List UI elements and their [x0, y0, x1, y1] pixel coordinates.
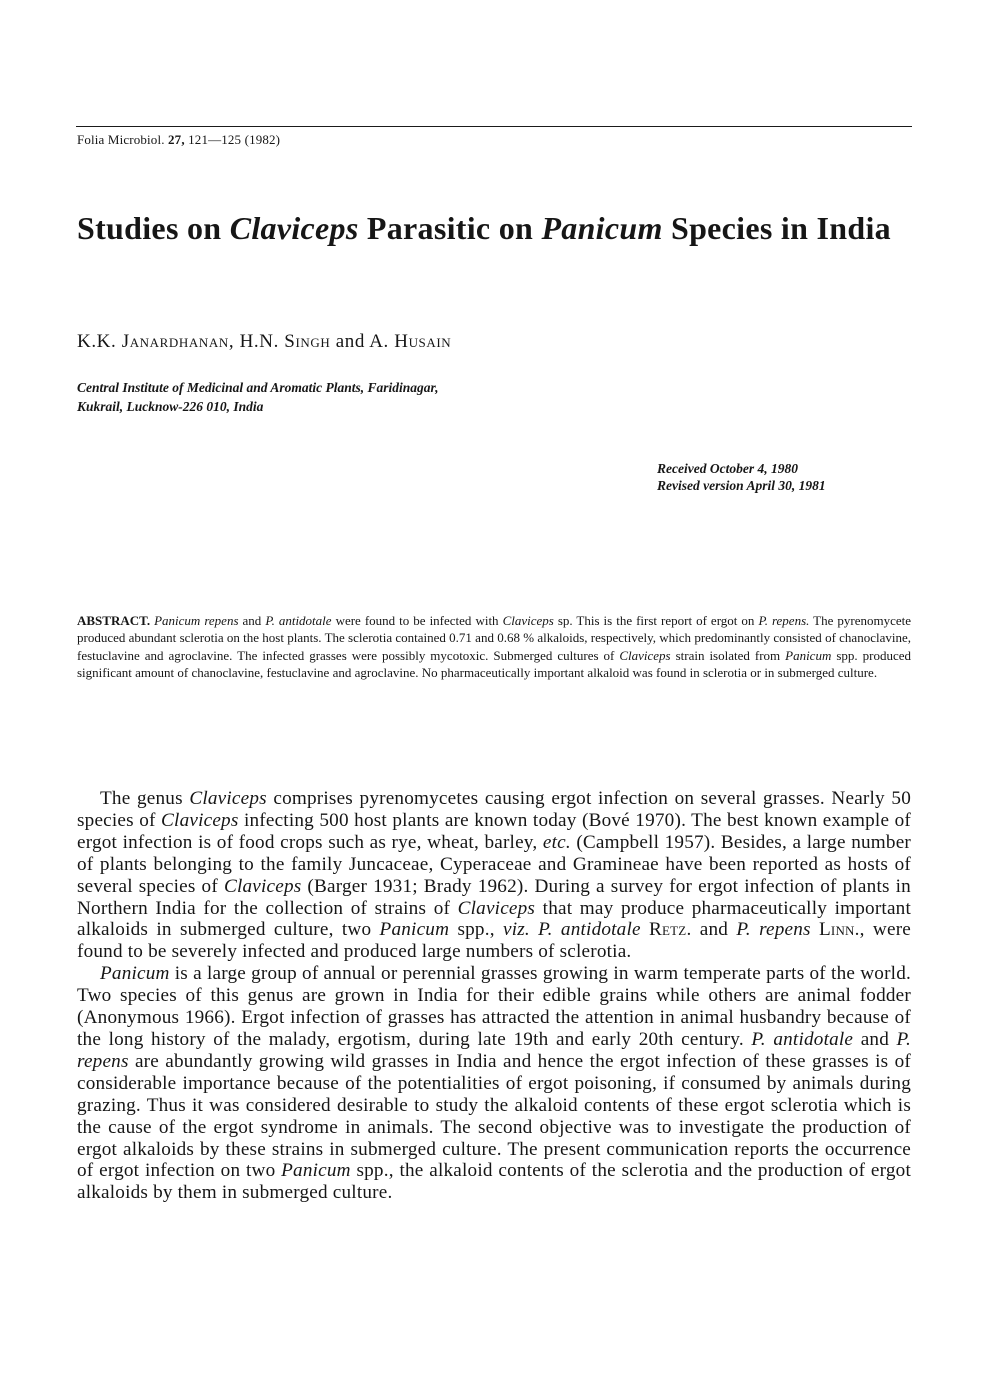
abstract-label: ABSTRACT. — [77, 613, 151, 628]
affiliation-line-1: Central Institute of Medicinal and Aromatic Plants, Faridinagar, — [77, 380, 439, 395]
paragraph-1: The genus Claviceps comprises pyrenomycetes causing ergot infection on several grasses. Nearly 50 species of Claviceps infecting 500 host plants are known today (Bové 1970). The best known example of ergot infection is of food crops such as rye, wheat, barley, etc. (Campbell 1957). Besides, a large number of plants belonging to the family Juncaceae, Cyperaceae and Gramineae have been reported as hosts of several species of Claviceps (Barger 1931; Brady 1962). During a survey for ergot infection of plants in Northern India for the collection of strains of Claviceps that may produce pharmaceutically important alkaloids in submerged culture, two Panicum spp., viz. P. antidotale Retz. and P. repens Linn., were found to be severely infected and produced large numbers of sclerotia. — [77, 788, 912, 963]
submission-dates — [657, 460, 826, 494]
paragraph-2: Panicum is a large group of annual or perennial grasses growing in warm temperate parts of the world. Two species of this genus are grown in India for their edible grains while others are animal fodder (Anonymous 1966). Ergot infection of grasses has attracted the attention in animal husbandry because of the long history of the malady, ergotism, during late 19th and early 20th century. P. antidotale and P. repens are abundantly growing wild grasses in India and hence the ergot infection of these grasses is of considerable importance because of the potentialities of ergot poisoning, if consumed by animals during grazing. Thus it was considered desirable to study the alkaloid contents of these ergot sclerotia which is the cause of the ergot syndrome in animals. The second objective was to investigate the production of ergot alkaloids by these strains in submerged culture. The present communication reports the occurrence of ergot infection on two Panicum spp., the alkaloid contents of the sclerotia and the production of ergot alkaloids by them in submerged culture. — [77, 963, 911, 1204]
paper-title: Studies on Claviceps Parasitic on Panicum Species in India — [77, 210, 891, 246]
received-date: Received October 4, 1980 — [657, 461, 798, 476]
abstract: ABSTRACT. Panicum repens and P. antidotale were found to be infected with Claviceps sp. This is the first report of ergot on P. repens. The pyrenomycete produced abundant sclerotia on the host plants. The sclerotia contained 0.71 and 0.68 % alkaloids, respectively, which predominantly consisted of chanoclavine, festuclavine and agroclavine. The infected grasses were possibly mycotoxic. Submerged cultures of Claviceps strain isolated from Panicum spp. produced significant amount of chanoclavine, festuclavine and agroclavine. No pharmaceutically important alkaloid was found in sclerotia or in submerged culture. — [77, 613, 912, 681]
header-rule — [76, 126, 912, 127]
journal-volume: 27, — [168, 132, 185, 147]
body-text — [77, 788, 911, 1204]
journal-pages-year: 121—125 (1982) — [188, 132, 281, 147]
affiliation-line-2: Kukrail, Lucknow-226 010, India — [77, 399, 264, 414]
running-header — [77, 132, 280, 148]
journal-name: Folia Microbiol. — [77, 132, 165, 147]
author-list: K.K. Janardhanan, H.N. Singh and A. Husain — [77, 331, 452, 352]
revised-date: Revised version April 30, 1981 — [657, 478, 826, 493]
affiliation — [77, 378, 438, 416]
